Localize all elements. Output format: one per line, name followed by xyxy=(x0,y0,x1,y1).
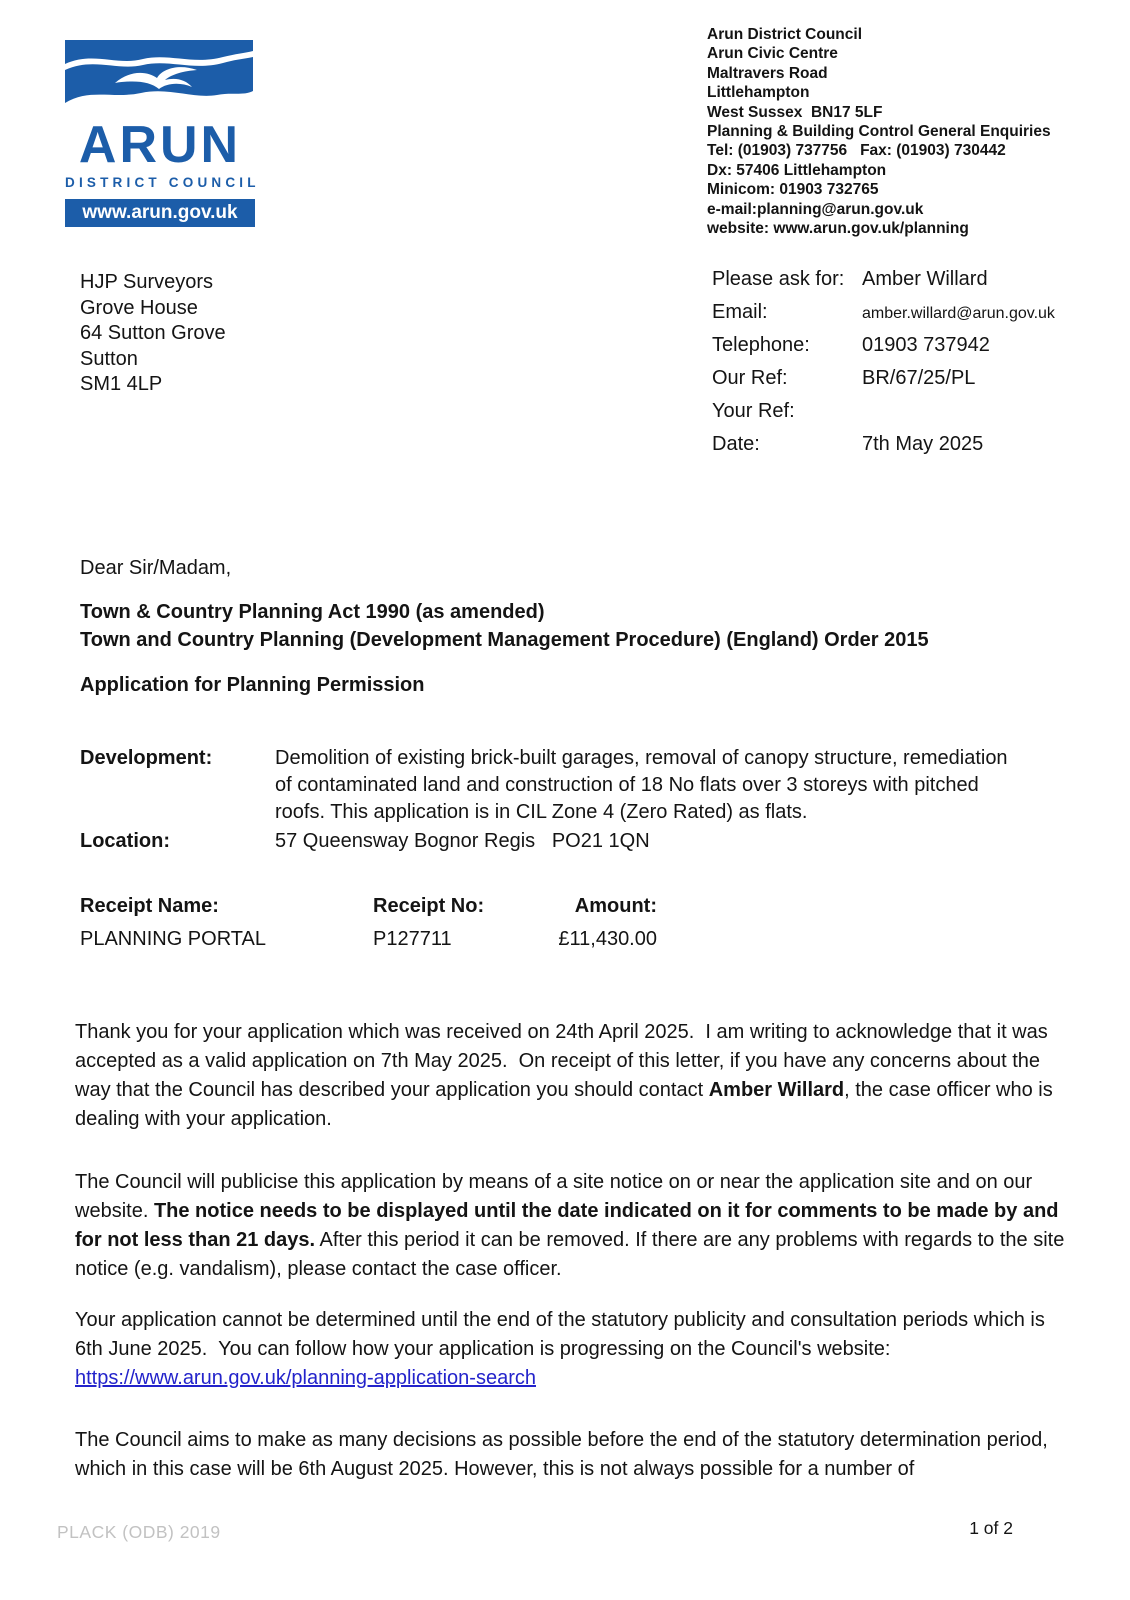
recipient-line: Grove House xyxy=(80,296,198,319)
contact-row-telephone xyxy=(712,334,1092,358)
council-address-block xyxy=(707,25,1107,238)
contact-row-your-ref xyxy=(712,400,1092,424)
paragraph-determination: The Council aims to make as many decisions as possible before the end of the statutory determination period, which in this case will be 6th August 2025. However, this is not always possible for a number of xyxy=(75,1429,1054,1480)
planning-search-link[interactable]: https://www.arun.gov.uk/planning-application-search xyxy=(75,1367,536,1389)
council-address-line: Maltravers Road xyxy=(707,64,828,82)
application-subheading: Application for Planning Permission xyxy=(80,674,425,696)
case-officer-name: Amber Willard xyxy=(708,1079,845,1101)
paragraph-site-notice xyxy=(75,1168,1075,1284)
form-reference-code: PLACK (ODB) 2019 xyxy=(57,1522,221,1542)
receipt-amount: £11,430.00 xyxy=(558,928,657,950)
contact-value: 7th May 2025 xyxy=(862,433,984,455)
council-address-line: website: www.arun.gov.uk/planning xyxy=(707,220,969,238)
act-heading-line: Town and Country Planning (Development Management Procedure) (England) Order 2015 xyxy=(80,629,929,651)
paragraph-text: Thank you for your application which was received on 24th April 2025. I am writing to acknowledge that it was accepted as a valid application on 7th May 2025. On receipt of this letter, if you have any concerns about the way that the Council has described your application you should contact xyxy=(75,1021,1054,1101)
contact-row-email xyxy=(712,301,1092,325)
recipient-address-block xyxy=(80,270,226,398)
contact-label: Date: xyxy=(712,433,760,455)
contact-row-date xyxy=(712,433,1092,457)
contact-label: Please ask for: xyxy=(712,268,845,290)
development-row xyxy=(80,745,1040,826)
council-address-line: Dx: 57406 Littlehampton xyxy=(707,161,887,179)
paragraph-acknowledgement xyxy=(75,1018,1075,1134)
act-headings xyxy=(80,598,929,654)
contact-reference-block xyxy=(712,268,1092,466)
council-address-line: e-mail:planning@arun.gov.uk xyxy=(707,200,924,218)
council-address-line: Arun Civic Centre xyxy=(707,45,838,63)
page-number: 1 of 2 xyxy=(969,1518,1013,1538)
recipient-line: 64 Sutton Grove xyxy=(80,322,226,345)
development-text: Demolition of existing brick-built garages, removal of canopy structure, remediation of contaminated land and construction of 18 No flats over 3 storeys with pitched roofs. This application is in CIL Zone 4 (Zero Rated) as flats. xyxy=(275,747,1014,823)
receipt-name: PLANNING PORTAL xyxy=(80,928,266,950)
contact-label: Your Ref: xyxy=(712,400,795,422)
contact-value: BR/67/25/PL xyxy=(862,367,976,389)
contact-value: Amber Willard xyxy=(862,268,988,290)
paragraph-consultation xyxy=(75,1306,1075,1393)
receipt-number: P127711 xyxy=(373,928,452,950)
logo-website-bar: www.arun.gov.uk xyxy=(65,199,255,227)
seagull-wave-logo-icon xyxy=(65,40,253,113)
contact-label: Email: xyxy=(712,301,768,323)
council-address-line: Littlehampton xyxy=(707,84,810,102)
council-address-line: Planning & Building Control General Enquiries xyxy=(707,123,1051,141)
logo-wordmark: ARUN xyxy=(78,116,242,174)
council-address-line: Minicom: 01903 732765 xyxy=(707,181,879,199)
contact-label: Telephone: xyxy=(712,334,810,356)
council-address-line: Arun District Council xyxy=(707,26,863,43)
council-address-line: West Sussex BN17 5LF xyxy=(707,103,883,121)
paragraph-text: , the case officer who is dealing with your application. xyxy=(75,1079,1059,1130)
contact-row-our-ref xyxy=(712,367,1092,391)
contact-row-ask-for xyxy=(712,268,1092,292)
paragraph-text: After this period it can be removed. If there are any problems with regards to the site notice (e.g. vandalism), please contact the case officer. xyxy=(75,1229,1070,1280)
location-row xyxy=(80,828,1040,855)
receipt-header-no: Receipt No: xyxy=(373,895,485,917)
notice-bold-text: The notice needs to be displayed until the date indicated on it for comments to be made by and for not less than 21 days. xyxy=(75,1200,1065,1251)
contact-label: Our Ref: xyxy=(712,367,788,389)
receipt-header-amount: Amount: xyxy=(574,895,657,917)
paragraph-text: Your application cannot be determined until the end of the statutory publicity and consultation periods which is 6th June 2025. You can follow how your application is progressing on the Council's website: xyxy=(75,1309,1051,1360)
receipt-value-row xyxy=(80,928,657,951)
arun-logo xyxy=(65,40,260,227)
logo-subtitle: DISTRICT COUNCIL xyxy=(65,175,260,190)
council-address-line: Tel: (01903) 737756 Fax: (01903) 730442 xyxy=(707,142,1006,160)
location-text: 57 Queensway Bognor Regis PO21 1QN xyxy=(275,830,650,852)
recipient-line: Sutton xyxy=(80,347,138,370)
receipt-header-row xyxy=(80,895,657,918)
receipt-header-name: Receipt Name: xyxy=(80,895,219,917)
recipient-line: SM1 4LP xyxy=(80,373,163,396)
salutation: Dear Sir/Madam, xyxy=(80,557,232,579)
paragraph-text: The Council will publicise this application by means of a site notice on or near the application site and on our website. xyxy=(75,1171,1038,1222)
contact-value: amber.willard@arun.gov.uk xyxy=(862,305,1055,322)
act-heading-line: Town & Country Planning Act 1990 (as amended) xyxy=(80,601,545,623)
receipt-table xyxy=(80,895,657,951)
development-label: Development: xyxy=(80,747,213,769)
recipient-line: HJP Surveyors xyxy=(80,271,214,293)
contact-value: 01903 737942 xyxy=(862,334,990,356)
location-label: Location: xyxy=(80,830,170,852)
